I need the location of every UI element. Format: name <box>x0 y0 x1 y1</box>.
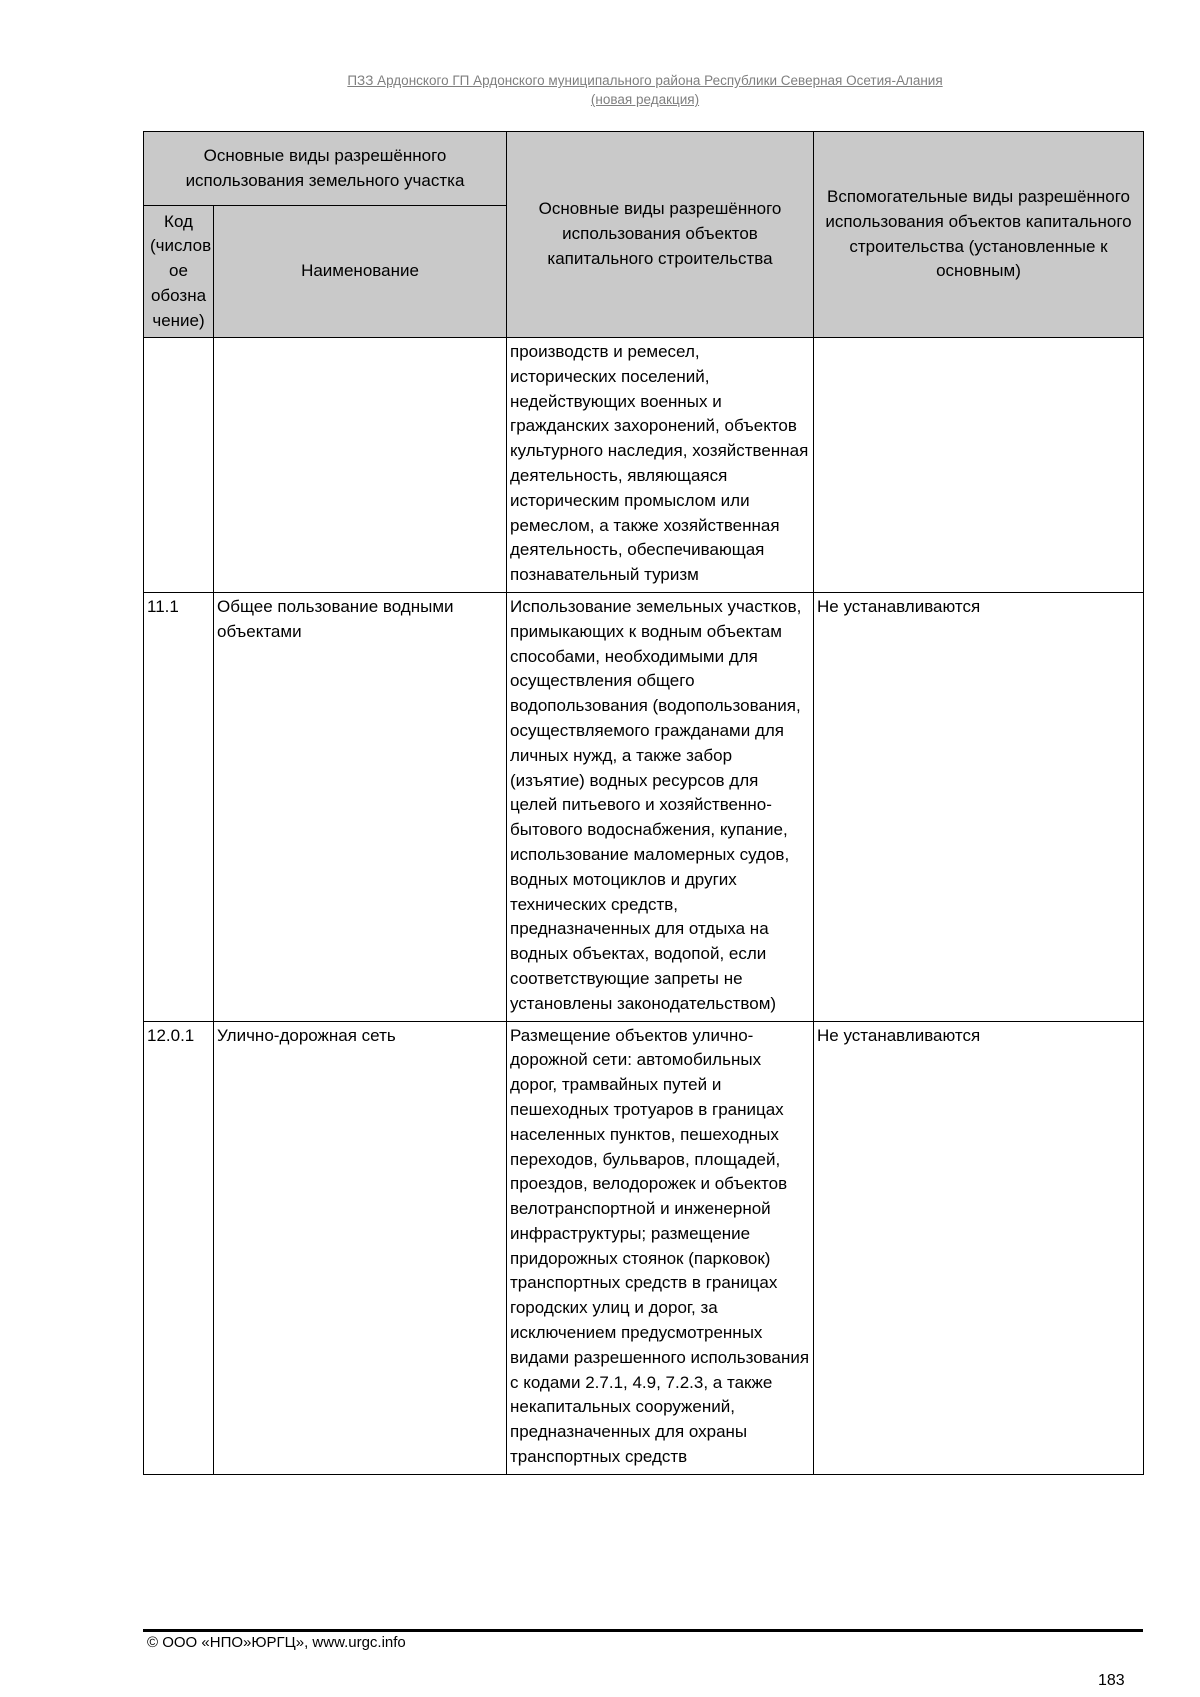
cell-name: Улично-дорожная сеть <box>214 1021 507 1474</box>
document-header <box>145 71 1145 109</box>
footer-divider <box>143 1629 1143 1632</box>
cell-aux-capital: Не устанавливаются <box>814 1021 1144 1474</box>
header-name: Наименование <box>214 206 507 338</box>
cell-aux-capital: Не устанавливаются <box>814 592 1144 1021</box>
header-main-capital: Основные виды разрешённого использования объектов капитального строительства <box>507 132 814 338</box>
cell-name: Общее пользование водными объектами <box>214 592 507 1021</box>
table-row <box>144 592 1144 1021</box>
table-row <box>144 338 1144 593</box>
cell-main-capital: Использование земельных участков, примыкающих к водным объектам способами, необходимыми для осуществления общего водопользования (водопользования, осуществляемого гражданами для личных нужд, а также забор (изъятие) водных ресурсов для целей питьевого и хозяйственно-бытового водоснабжения, купание, использование маломерных судов, водных мотоциклов и других технических средств, предназначенных для отдыха на водных объектах, водопой, если соответствующие запреты не установлены законодательством) <box>507 592 814 1021</box>
footer-copyright: © ООО «НПО»ЮРГЦ», www.urgc.info <box>147 1634 406 1651</box>
cell-name <box>214 338 507 593</box>
header-land-use-group: Основные виды разрешённого использования земельного участка <box>144 132 507 206</box>
cell-code <box>144 338 214 593</box>
cell-aux-capital <box>814 338 1144 593</box>
table-row <box>144 1021 1144 1474</box>
header-code: Код (числов ое обозна чение) <box>144 206 214 338</box>
page-number: 183 <box>1098 1672 1125 1689</box>
cell-main-capital: Размещение объектов улично-дорожной сети: автомобильных дорог, трамвайных путей и пешеходных тротуаров в границах населенных пунктов, пешеходных переходов, бульваров, площадей, проездов, велодорожек и объектов велотранспортной и инженерной инфраструктуры; размещение придорожных стоянок (парковок) транспортных средств в границах городских улиц и дорог, за исключением предусмотренных видами разрешенного использования с кодами 2.7.1, 4.9, 7.2.3, а также некапитальных сооружений, предназначенных для охраны транспортных средств <box>507 1021 814 1474</box>
header-aux-capital: Вспомогательные виды разрешённого использования объектов капитального строительства (установленные к основным) <box>814 132 1144 338</box>
document-title: ПЗЗ Ардонского ГП Ардонского муниципального района Республики Северная Осетия-Алания <box>347 73 943 88</box>
document-edition: (новая редакция) <box>590 92 700 107</box>
cell-main-capital: производств и ремесел, исторических поселений, недействующих военных и гражданских захоронений, объектов культурного наследия, хозяйственная деятельность, являющаяся историческим промыслом или ремеслом, а также хозяйственная деятельность, обеспечивающая познавательный туризм <box>507 338 814 593</box>
cell-code: 12.0.1 <box>144 1021 214 1474</box>
land-use-table <box>143 131 1144 1475</box>
cell-code: 11.1 <box>144 592 214 1021</box>
